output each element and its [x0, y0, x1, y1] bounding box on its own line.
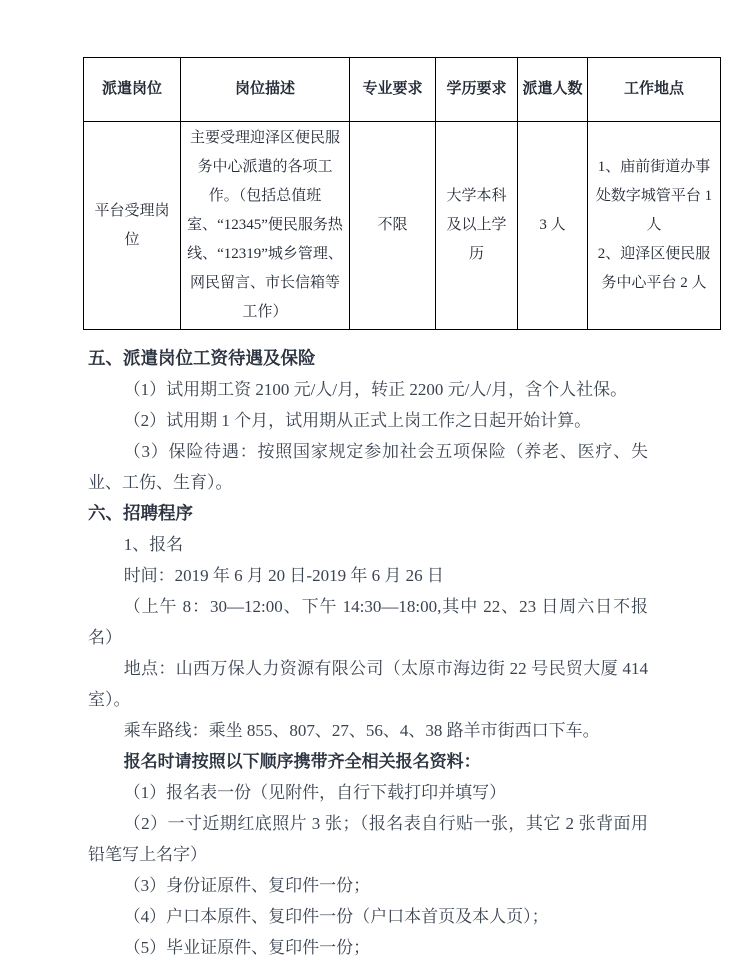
dispatch-position-table: [83, 57, 721, 330]
paragraph-time: 时间：2019 年 6 月 20 日-2019 年 6 月 26 日: [123, 566, 444, 585]
paragraph-material-3: （3）身份证原件、复印件一份；: [123, 876, 371, 895]
cell-major-requirement: 不限: [350, 122, 436, 330]
work-location-item: 1、庙前街道办事处数字城管平台 1 人: [595, 159, 713, 233]
col-header-headcount: 派遣人数: [518, 58, 588, 122]
paragraph-signup: 1、报名: [123, 535, 184, 554]
cell-position: 平台受理岗位: [84, 122, 181, 330]
section-heading-procedure: 六、招聘程序: [88, 503, 193, 523]
col-header-major: 专业要求: [350, 58, 436, 122]
paragraph-bus-route: 乘车路线：乘坐 855、807、27、56、4、38 路羊市街西口下车。: [123, 721, 600, 740]
paragraph-salary-1: （1）试用期工资 2100 元/人/月，转正 2200 元/人/月，含个人社保。: [123, 380, 628, 399]
cell-headcount: 3 人: [518, 122, 588, 330]
section-heading-salary: 五、派遣岗位工资待遇及保险: [88, 348, 316, 368]
cell-description: 主要受理迎泽区便民服务中心派遣的各项工作。（包括总值班室、“12345”便民服务热线、“12319”城乡管理、网民留言、市长信箱等工作）: [181, 122, 350, 330]
paragraph-materials-heading: 报名时请按照以下顺序携带齐全相关报名资料：: [123, 752, 481, 771]
paragraph-insurance: （3）保险待遇：按照国家规定参加社会五项保险（养老、医疗、失业、工伤、生育）。: [88, 442, 648, 492]
cell-work-location: [588, 122, 721, 330]
paragraph-material-5: （5）毕业证原件、复印件一份；: [123, 938, 371, 957]
table-header-row: [84, 58, 721, 122]
paragraph-time-detail: （上午 8：30—12:00、下午 14:30—18:00,其中 22、23 日周六日不报名）: [88, 597, 648, 647]
paragraph-address: 地点：山西万保人力资源有限公司（太原市海边街 22 号民贸大厦 414 室）。: [88, 659, 648, 709]
paragraph-material-1: （1）报名表一份（见附件，自行下载打印并填写）: [123, 783, 507, 802]
col-header-description: 岗位描述: [181, 58, 350, 122]
col-header-education: 学历要求: [436, 58, 518, 122]
col-header-location: 工作地点: [588, 58, 721, 122]
cell-education-requirement: 大学本科及以上学历: [436, 122, 518, 330]
paragraph-probation: （2）试用期 1 个月，试用期从正式上岗工作之日起开始计算。: [123, 411, 592, 430]
paragraph-material-4: （4）户口本原件、复印件一份（户口本首页及本人页）；: [123, 907, 549, 926]
work-location-item: 2、迎泽区便民服务中心平台 2 人: [597, 246, 711, 291]
col-header-position: 派遣岗位: [84, 58, 181, 122]
table-row: [84, 122, 721, 330]
paragraph-material-2: （2）一寸近期红底照片 3 张；（报名表自行贴一张，其它 2 张背面用铅笔写上名字）: [88, 814, 648, 864]
document-body: [88, 343, 648, 963]
